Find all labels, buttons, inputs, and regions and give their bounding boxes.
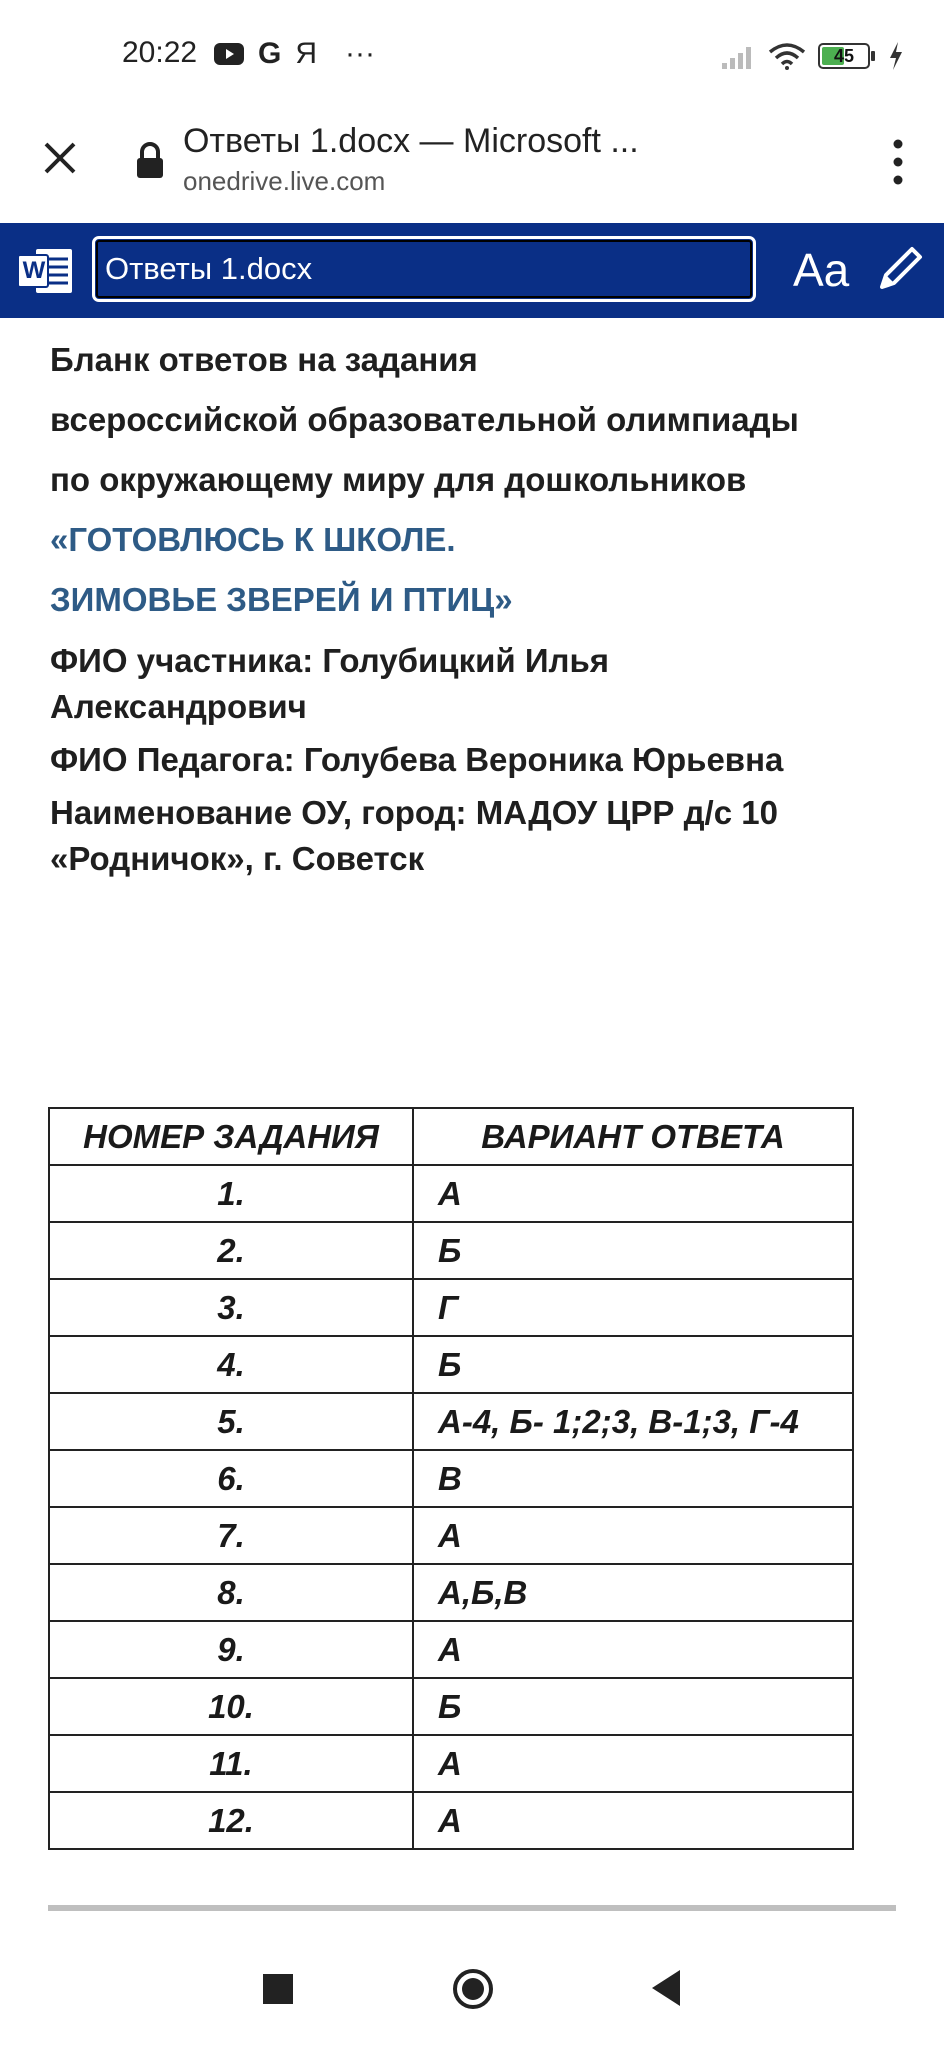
task-answer: А,Б,В (413, 1564, 853, 1621)
table-row (49, 1678, 853, 1735)
text-size-button[interactable]: Aa (793, 244, 850, 296)
task-number: 9. (49, 1621, 413, 1678)
school-line-2: «Родничок», г. Советск (50, 840, 425, 877)
charging-icon (888, 42, 904, 70)
task-number: 1. (49, 1165, 413, 1222)
task-answer: А (413, 1507, 853, 1564)
signal-icon (722, 43, 756, 69)
page-url[interactable]: onedrive.live.com (183, 166, 386, 196)
task-answer: В (413, 1450, 853, 1507)
table-row (49, 1564, 853, 1621)
olympiad-title-line-2: ЗИМОВЬЕ ЗВЕРЕЙ И ПТИЦ» (50, 581, 513, 618)
recent-apps-icon[interactable] (263, 1974, 293, 2004)
task-number: 6. (49, 1450, 413, 1507)
google-icon: G (258, 37, 282, 70)
document-body (50, 330, 910, 882)
lock-icon (135, 142, 165, 180)
task-number: 3. (49, 1279, 413, 1336)
table-header-row (49, 1108, 853, 1165)
table-row (49, 1222, 853, 1279)
answers-table (48, 1107, 854, 1850)
more-options-icon[interactable] (888, 134, 908, 190)
task-number: 12. (49, 1792, 413, 1849)
browser-toolbar (0, 108, 944, 223)
edit-pencil-icon[interactable] (872, 243, 924, 299)
more-notifications-icon: ··· (345, 37, 375, 70)
system-nav-bar (0, 1930, 944, 2045)
wifi-icon (768, 42, 806, 70)
task-number: 8. (49, 1564, 413, 1621)
task-answer: Г (413, 1279, 853, 1336)
table-row (49, 1450, 853, 1507)
page-title[interactable]: Ответы 1.docx — Microsoft ... (183, 122, 639, 160)
task-number: 10. (49, 1678, 413, 1735)
document-name-field[interactable] (92, 236, 756, 302)
home-icon[interactable] (451, 1967, 495, 2011)
task-answer: Б (413, 1336, 853, 1393)
task-answer: А (413, 1792, 853, 1849)
word-toolbar (0, 223, 944, 318)
task-number: 2. (49, 1222, 413, 1279)
close-icon[interactable] (38, 136, 82, 180)
task-answer: А (413, 1621, 853, 1678)
table-row (49, 1165, 853, 1222)
table-row (49, 1792, 853, 1849)
battery-level: 45 (833, 46, 855, 66)
table-row (49, 1336, 853, 1393)
yandex-icon: Я (295, 37, 318, 70)
table-row (49, 1621, 853, 1678)
header-task-number: НОМЕР ЗАДАНИЯ (49, 1108, 413, 1165)
table-row (49, 1393, 853, 1450)
scroll-divider (48, 1905, 896, 1911)
task-number: 4. (49, 1336, 413, 1393)
task-answer: Б (413, 1678, 853, 1735)
heading-line-3: по окружающему миру для дошкольников (50, 461, 747, 498)
olympiad-title-line-1: «ГОТОВЛЮСЬ К ШКОЛЕ. (50, 521, 456, 558)
header-answer: ВАРИАНТ ОТВЕТА (413, 1108, 853, 1165)
task-answer: Б (413, 1222, 853, 1279)
status-time: 20:22 (122, 36, 198, 69)
table-row (49, 1507, 853, 1564)
word-logo-letter: W (22, 257, 46, 284)
back-icon[interactable] (648, 1968, 684, 2008)
battery-icon (818, 43, 876, 69)
status-system-icons (722, 38, 904, 74)
school-line-1: Наименование ОУ, город: МАДОУ ЦРР д/с 10 (50, 794, 778, 831)
youtube-icon (214, 43, 244, 65)
status-notification-icons (214, 36, 375, 72)
task-answer: А (413, 1735, 853, 1792)
document-name-input[interactable] (105, 249, 725, 289)
table-row (49, 1735, 853, 1792)
task-answer: А (413, 1165, 853, 1222)
participant-line-2: Александрович (50, 688, 307, 725)
task-answer: А-4, Б- 1;2;3, В-1;3, Г-4 (413, 1393, 853, 1450)
status-bar (0, 0, 944, 108)
teacher-line: ФИО Педагога: Голубева Вероника Юрьевна (50, 741, 784, 778)
task-number: 5. (49, 1393, 413, 1450)
task-number: 7. (49, 1507, 413, 1564)
task-number: 11. (49, 1735, 413, 1792)
heading-line-2: всероссийской образовательной олимпиады (50, 401, 799, 438)
table-row (49, 1279, 853, 1336)
heading-line-1: Бланк ответов на задания (50, 341, 478, 378)
participant-line-1: ФИО участника: Голубицкий Илья (50, 642, 610, 679)
word-logo-icon[interactable] (18, 247, 74, 295)
